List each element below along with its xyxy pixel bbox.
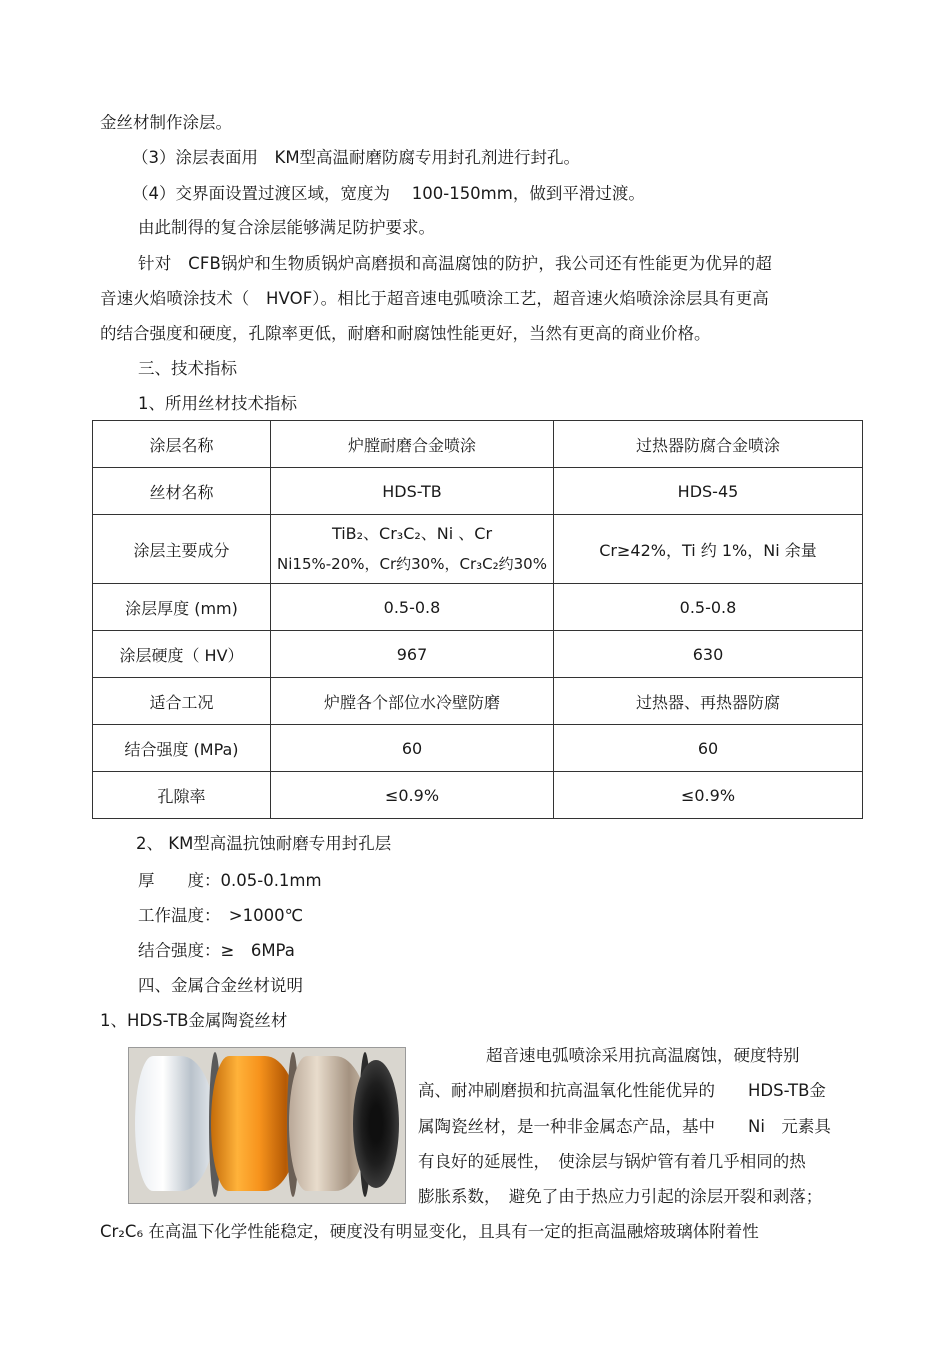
paragraph-text: 超音速电弧喷涂采用抗高温腐蚀，硬度特别 bbox=[486, 1046, 800, 1065]
spec-line: 结合强度：≥ 6MPa bbox=[138, 941, 295, 960]
subsection-heading: 2、 KM型高温抗蚀耐磨专用封孔层 bbox=[136, 834, 392, 853]
table-row bbox=[93, 584, 863, 631]
table-cell: 炉膛各个部位水冷壁防磨 bbox=[271, 678, 554, 725]
silver-spool bbox=[135, 1056, 215, 1191]
paragraph-text: 金丝材制作涂层。 bbox=[100, 113, 232, 132]
orange-spool bbox=[211, 1056, 299, 1191]
table-cell bbox=[271, 515, 554, 584]
paragraph-text: Cr₂C₆ 在高温下化学性能稳定，硬度没有明显变化，且具有一定的拒高温融熔玻璃体附着性 bbox=[100, 1222, 759, 1241]
composition-line: Ni15%-20%，Cr约30%，Cr₃C₂约30% bbox=[277, 555, 547, 573]
table-cell: 炉膛耐磨合金喷涂 bbox=[271, 421, 554, 468]
table-row bbox=[93, 725, 863, 772]
table-row bbox=[93, 678, 863, 725]
table-cell: 过热器、再热器防腐 bbox=[554, 678, 863, 725]
paragraph-text: （3）涂层表面用 KM型高温耐磨防腐专用封孔剂进行封孔。 bbox=[132, 148, 581, 167]
paragraph-text: 高、耐冲刷磨损和抗高温氧化性能优异的 HDS-TB金 bbox=[418, 1081, 826, 1100]
table-row bbox=[93, 468, 863, 515]
table-cell: HDS-TB bbox=[271, 468, 554, 515]
section-heading: 四、金属合金丝材说明 bbox=[138, 976, 303, 995]
paragraph-text: 有良好的延展性， 使涂层与锅炉管有着几乎相同的热 bbox=[418, 1152, 806, 1171]
spec-table bbox=[92, 420, 863, 819]
table-row bbox=[93, 515, 863, 584]
table-row bbox=[93, 421, 863, 468]
table-cell: 涂层硬度（ HV） bbox=[93, 631, 271, 678]
table-row bbox=[93, 772, 863, 819]
table-cell: 适合工况 bbox=[93, 678, 271, 725]
section-heading: 三、技术指标 bbox=[138, 359, 237, 378]
table-cell: 0.5-0.8 bbox=[271, 584, 554, 631]
table-cell: 967 bbox=[271, 631, 554, 678]
black-reel bbox=[353, 1060, 399, 1188]
table-cell: 过热器防腐合金喷涂 bbox=[554, 421, 863, 468]
paragraph-text: （4）交界面设置过渡区域，宽度为 100-150mm，做到平滑过渡。 bbox=[132, 184, 645, 203]
table-cell: 丝材名称 bbox=[93, 468, 271, 515]
table-cell: 涂层主要成分 bbox=[93, 515, 271, 584]
subsection-heading: 1、HDS-TB金属陶瓷丝材 bbox=[100, 1011, 288, 1030]
paragraph-text: 音速火焰喷涂技术（ HVOF）。相比于超音速电弧喷涂工艺，超音速火焰喷涂涂层具有更高 bbox=[100, 289, 769, 308]
table-cell: ≤0.9% bbox=[271, 772, 554, 819]
spec-line: 工作温度： >1000℃ bbox=[138, 906, 304, 925]
subsection-heading: 1、所用丝材技术指标 bbox=[138, 394, 297, 413]
spec-line: 厚 度：0.05-0.1mm bbox=[138, 871, 322, 890]
table-cell: Cr≥42%，Ti 约 1%，Ni 余量 bbox=[554, 515, 863, 584]
paragraph-text: 膨胀系数， 避免了由于热应力引起的涂层开裂和剥落； bbox=[418, 1187, 823, 1206]
table-cell: ≤0.9% bbox=[554, 772, 863, 819]
table-cell: 60 bbox=[554, 725, 863, 772]
table-cell: 涂层名称 bbox=[93, 421, 271, 468]
table-cell: HDS-45 bbox=[554, 468, 863, 515]
table-cell: 结合强度 (MPa) bbox=[93, 725, 271, 772]
paragraph-text: 由此制得的复合涂层能够满足防护要求。 bbox=[138, 218, 435, 237]
table-cell: 0.5-0.8 bbox=[554, 584, 863, 631]
paragraph-text: 的结合强度和硬度，孔隙率更低，耐磨和耐腐蚀性能更好，当然有更高的商业价格。 bbox=[100, 324, 711, 343]
paragraph-text: 属陶瓷丝材，是一种非金属态产品，基中 Ni 元素具 bbox=[418, 1117, 831, 1136]
table-cell: 630 bbox=[554, 631, 863, 678]
table-cell: 孔隙率 bbox=[93, 772, 271, 819]
table-row bbox=[93, 631, 863, 678]
table-cell: 涂层厚度 (mm) bbox=[93, 584, 271, 631]
composition-line: TiB₂、Cr₃C₂、Ni 、Cr bbox=[331, 524, 493, 543]
table-cell: 60 bbox=[271, 725, 554, 772]
wire-spools-photo bbox=[128, 1047, 406, 1204]
paragraph-text: 针对 CFB锅炉和生物质锅炉高磨损和高温腐蚀的防护，我公司还有性能更为优异的超 bbox=[138, 254, 773, 273]
